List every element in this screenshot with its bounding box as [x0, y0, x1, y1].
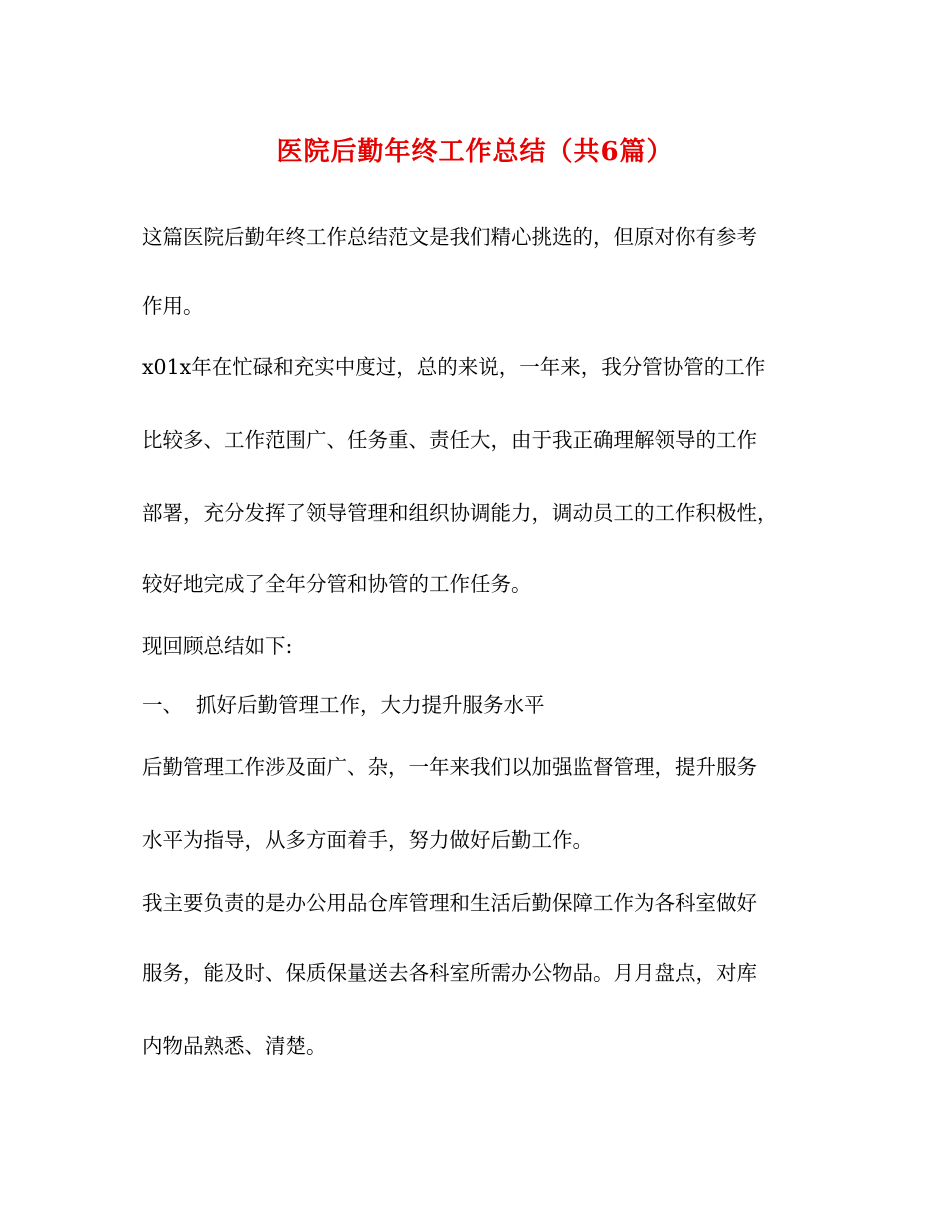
paragraph-line: 作用。 — [142, 294, 204, 318]
paragraph-line: 服务，能及时、保质保量送去各科室所需办公物品。月月盘点，对库 — [142, 961, 757, 985]
paragraph-line: 后勤管理工作涉及面广、杂，一年来我们以加强监督管理，提升服务 — [142, 755, 757, 779]
paragraph-line: 部署，充分发挥了领导管理和组织协调能力，调动员工的工作积极性， — [142, 501, 778, 525]
paragraph-line: 水平为指导，从多方面着手，努力做好后勤工作。 — [142, 828, 593, 852]
paragraph-line: 较好地完成了全年分管和协管的工作任务。 — [142, 572, 532, 596]
paragraph-line: 这篇医院后勤年终工作总结范文是我们精心挑选的，但原对你有参考 — [142, 225, 757, 249]
section-number: 一、 — [142, 693, 183, 717]
paragraph-line: x01x年在忙碌和充实中度过，总的来说，一年来，我分管协管的工作 — [142, 355, 766, 379]
paragraph-line: 比较多、工作范围广、任务重、责任大，由于我正确理解领导的工作 — [142, 428, 757, 452]
section-heading — [142, 690, 545, 720]
paragraph-line: 现回顾总结如下: — [142, 634, 293, 658]
section-heading-text: 抓好后勤管理工作，大力提升服务水平 — [196, 693, 545, 717]
paragraph-line: 内物品熟悉、清楚。 — [142, 1034, 327, 1058]
paragraph-line: 我主要负责的是办公用品仓库管理和生活后勤保障工作为各科室做好 — [142, 891, 757, 915]
document-title: 医院后勤年终工作总结（共6篇） — [276, 137, 674, 167]
